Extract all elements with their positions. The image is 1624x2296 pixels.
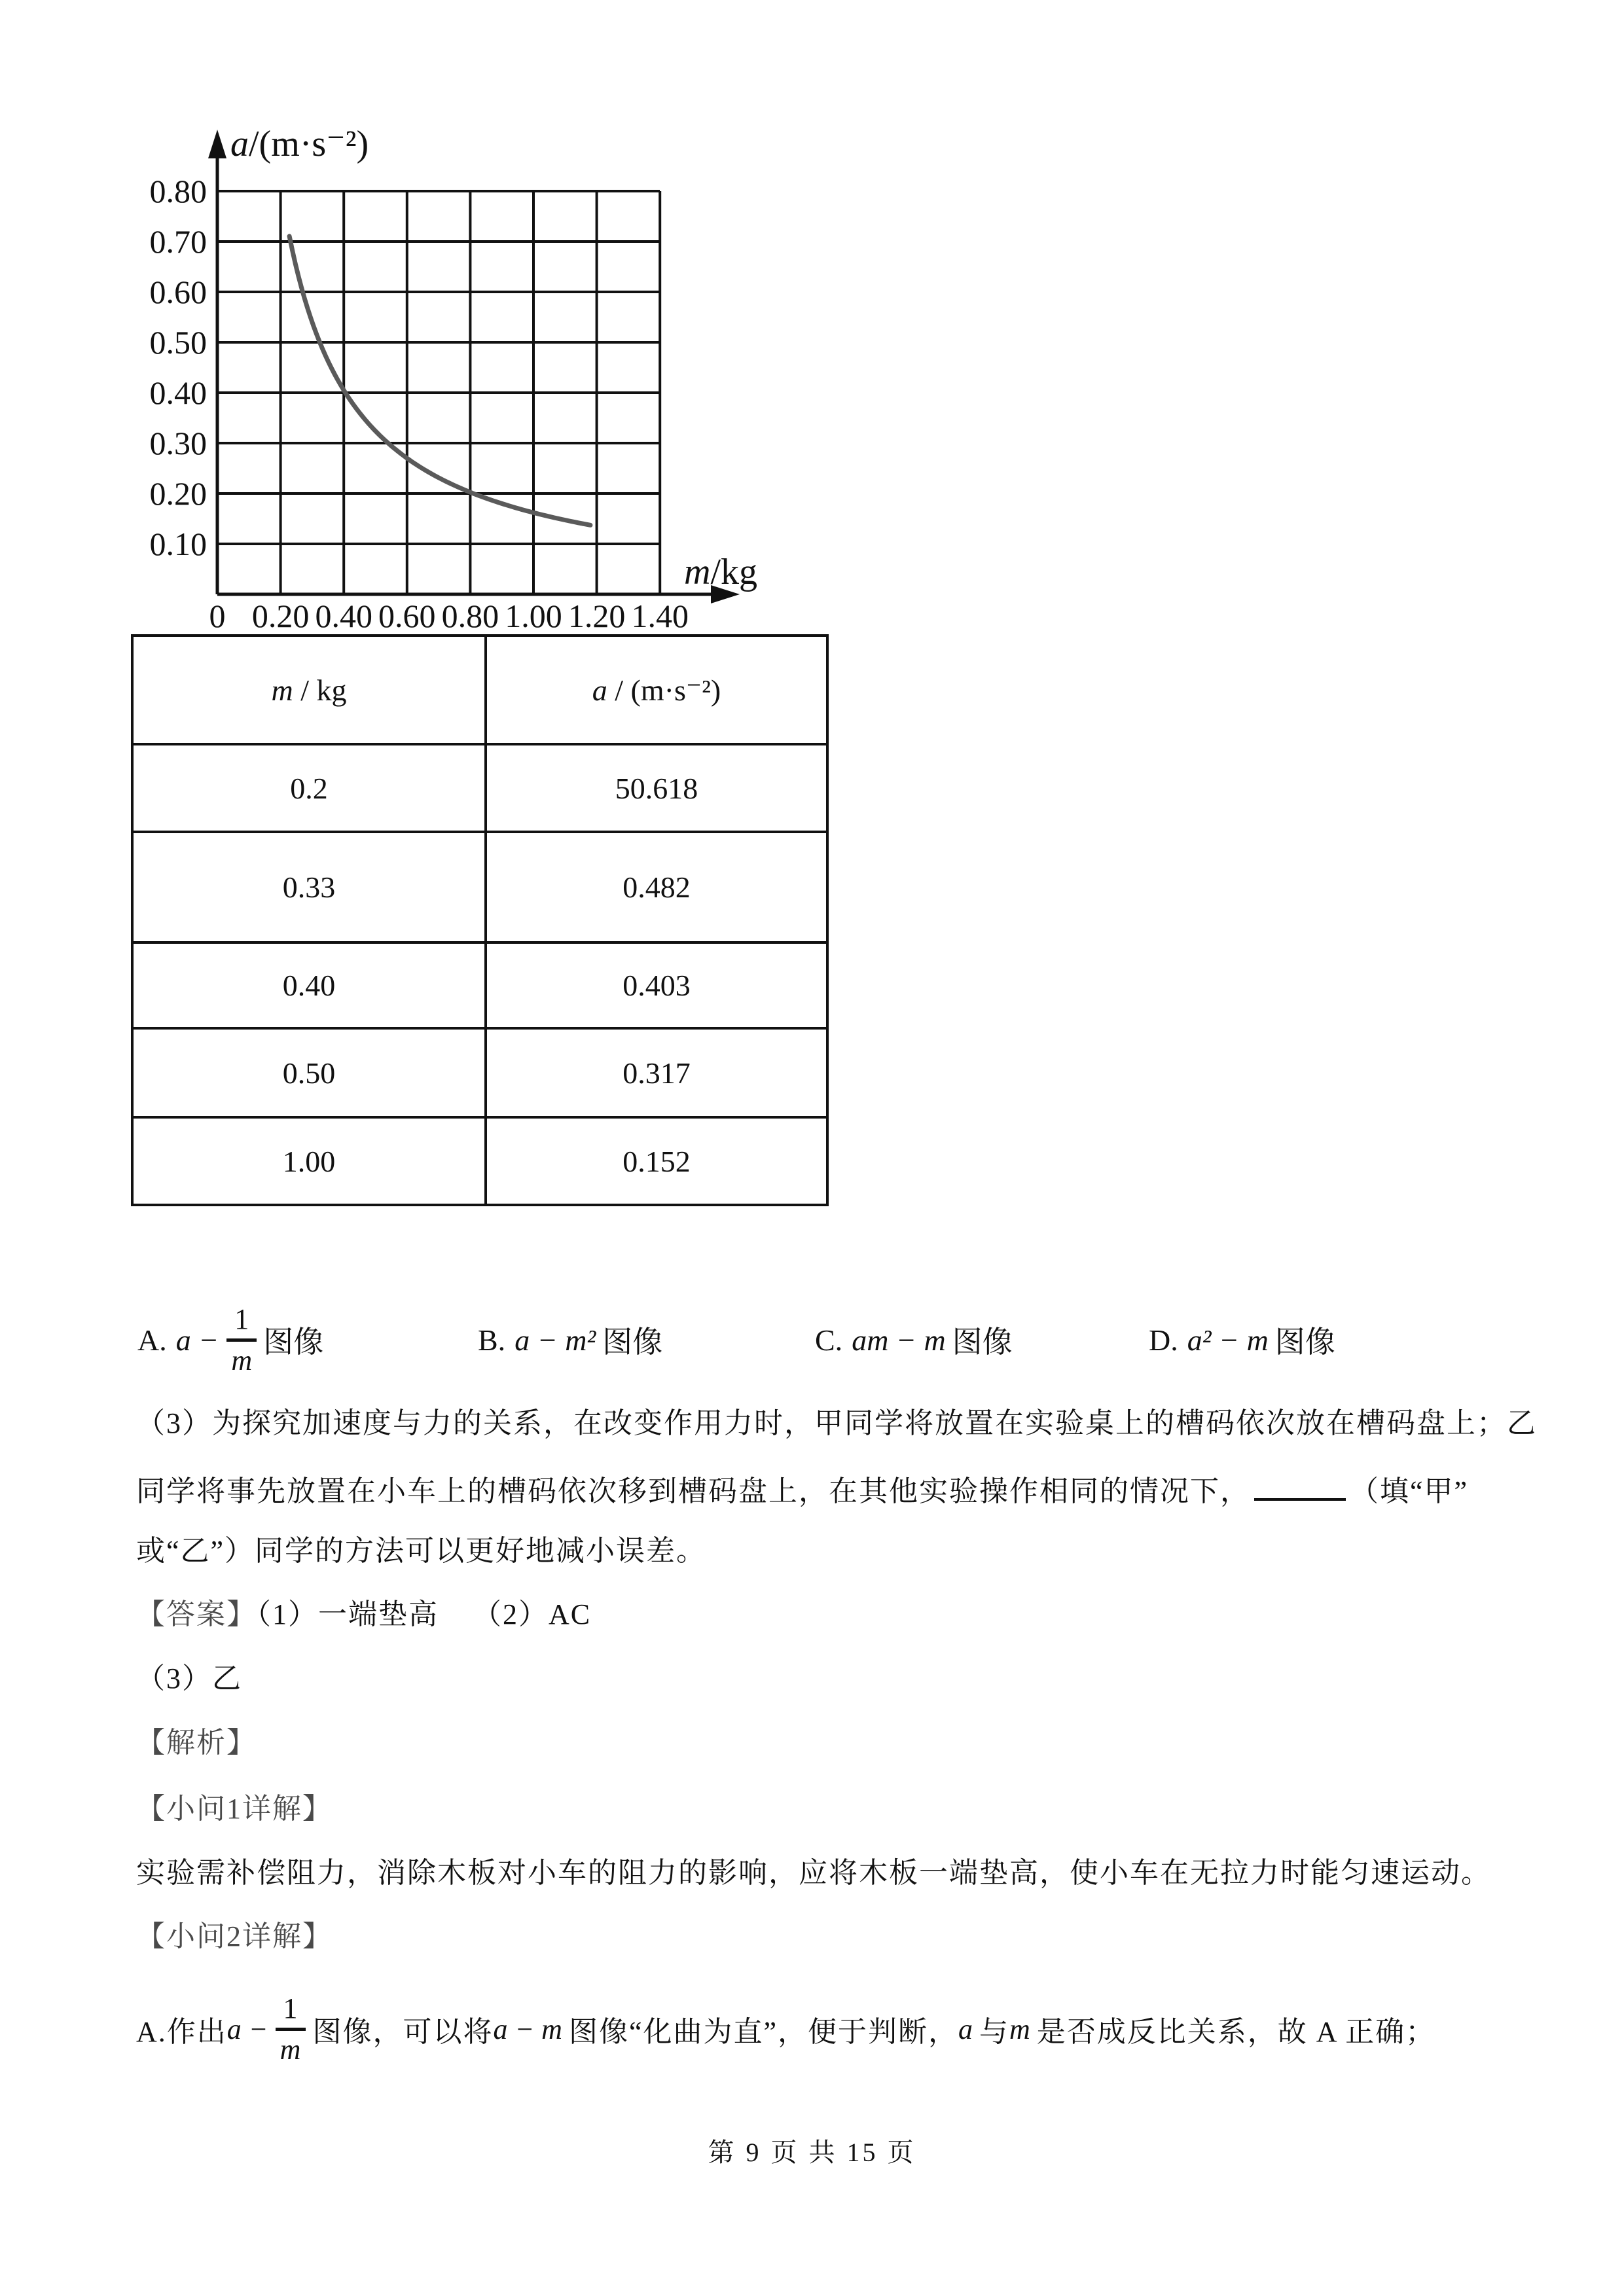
fraction-1-over-m: [226, 1302, 257, 1376]
option-c: [815, 1284, 1013, 1395]
analysis-formula-a-m: a − m: [493, 2013, 562, 2045]
acceleration-value-cell: 50.618: [486, 744, 827, 832]
svg-text:0.40: 0.40: [149, 374, 207, 411]
question-3-line-2-post: （填“甲”: [1350, 1475, 1469, 1507]
option-d-formula: a² − m: [1187, 1323, 1269, 1357]
option-d-label: D.: [1149, 1323, 1178, 1357]
table-row: [132, 1117, 827, 1205]
mass-value-cell: 0.2: [132, 744, 486, 832]
question-3-text-line-3: 或“乙”）同学的方法可以更好地减小误差。: [136, 1535, 707, 1567]
option-c-label: C.: [815, 1323, 843, 1357]
page-footer: 第 9 页 共 15 页: [708, 2138, 916, 2167]
mass-symbol: m: [271, 673, 293, 707]
svg-text:0.20: 0.20: [251, 598, 310, 634]
svg-text:1.00: 1.00: [505, 598, 562, 634]
analysis-segment: 图像，可以将: [312, 2016, 494, 2048]
acceleration-symbol: a: [592, 673, 607, 707]
svg-text:0.50: 0.50: [149, 324, 207, 361]
svg-text:m/kg: m/kg: [684, 552, 758, 592]
svg-text:0.60: 0.60: [378, 598, 436, 634]
analysis-segment: 图像“化曲为直”，便于判断，: [568, 2016, 959, 2048]
answer-part-1: （1）一端垫高: [257, 1598, 439, 1630]
svg-text:0.40: 0.40: [315, 598, 372, 634]
acceleration-unit: / (m·s⁻²): [607, 673, 721, 707]
answer-part-2: （2）AC: [473, 1598, 592, 1630]
table-row: [132, 744, 827, 832]
option-d-suffix: 图像: [1274, 1325, 1335, 1359]
table-header-mass: [132, 636, 486, 744]
option-b-label: B.: [478, 1323, 506, 1357]
option-a: [137, 1284, 323, 1395]
answer-tag: 【答案】: [136, 1598, 257, 1630]
table-header-row: [132, 636, 827, 744]
fraction-numerator: 1: [234, 1302, 249, 1335]
svg-text:0.30: 0.30: [149, 425, 207, 461]
question-3-line-2-pre: 同学将事先放置在小车上的槽码依次移到槽码盘上，在其他实验操作相同的情况下，: [136, 1475, 1250, 1507]
subquestion-1-heading: 【小问1详解】: [136, 1793, 333, 1825]
fill-in-blank-underline: [1254, 1472, 1346, 1501]
table-header-acceleration: [486, 636, 827, 744]
table-row: [132, 1028, 827, 1117]
subquestion-1-explanation: 实验需补偿阻力，消除木板对小车的阻力的影响，应将木板一端垫高，使小车在无拉力时能匀速运动。: [136, 1857, 1491, 1889]
question-3-text-line-2: [136, 1467, 1468, 1509]
analysis-segment: 是否成反比关系，故 A 正确；: [1036, 2016, 1436, 2048]
svg-text:0.10: 0.10: [149, 526, 207, 562]
answer-part-3-line: （3）乙: [136, 1662, 242, 1695]
svg-text:0.70: 0.70: [149, 223, 207, 260]
svg-text:a/(m·s⁻²): a/(m·s⁻²): [230, 124, 369, 164]
svg-text:0: 0: [209, 598, 226, 634]
acceleration-value-cell: 0.152: [486, 1117, 827, 1205]
data-table: [131, 634, 829, 1206]
option-c-suffix: 图像: [952, 1325, 1013, 1359]
acceleration-value-cell: 0.403: [486, 942, 827, 1028]
svg-text:0.60: 0.60: [149, 274, 207, 310]
svg-text:1.20: 1.20: [568, 598, 626, 634]
option-a-formula-pre: a −: [175, 1323, 219, 1357]
fraction-denominator: m: [280, 2033, 302, 2066]
svg-text:1.40: 1.40: [631, 598, 689, 634]
acceleration-value-cell: 0.482: [486, 832, 827, 942]
subquestion-2-heading: 【小问2详解】: [136, 1920, 333, 1952]
analysis-segment: A.作出: [136, 2016, 227, 2048]
fraction-1-over-m: [276, 1994, 306, 2064]
answer-line: [136, 1590, 591, 1632]
table-row: [132, 832, 827, 942]
analysis-segment: 与: [979, 2016, 1010, 2048]
fraction-numerator: 1: [283, 1992, 299, 2024]
fraction-denominator: m: [231, 1344, 253, 1376]
mass-value-cell: 1.00: [132, 1117, 486, 1205]
table-row: [132, 942, 827, 1028]
mass-value-cell: 0.33: [132, 832, 486, 942]
svg-text:0.80: 0.80: [149, 173, 207, 209]
option-b-formula: a − m²: [514, 1323, 596, 1357]
acceleration-value-cell: 0.317: [486, 1028, 827, 1117]
svg-text:0.20: 0.20: [149, 475, 207, 512]
analysis-var-m: m: [1009, 2013, 1030, 2045]
mass-value-cell: 0.50: [132, 1028, 486, 1117]
analysis-var-a: a: [958, 2013, 973, 2045]
mass-value-cell: 0.40: [132, 942, 486, 1028]
subquestion-2-analysis-line: [136, 1983, 1435, 2075]
option-b: [478, 1284, 662, 1395]
option-a-label: A.: [137, 1323, 167, 1357]
question-3-text-line-1: （3）为探究加速度与力的关系，在改变作用力时，甲同学将放置在实验桌上的槽码依次放在槽码盘上；乙: [136, 1407, 1537, 1439]
option-a-suffix: 图像: [263, 1325, 324, 1359]
option-d: [1149, 1284, 1335, 1395]
analysis-formula-pre: a −: [226, 2013, 268, 2045]
svg-text:0.80: 0.80: [441, 598, 499, 634]
mass-unit: / kg: [293, 673, 347, 707]
option-b-suffix: 图像: [602, 1325, 663, 1359]
option-c-formula: am − m: [852, 1323, 946, 1357]
analysis-tag-line: 【解析】: [136, 1727, 257, 1759]
acceleration-vs-mass-chart: [0, 0, 1624, 655]
